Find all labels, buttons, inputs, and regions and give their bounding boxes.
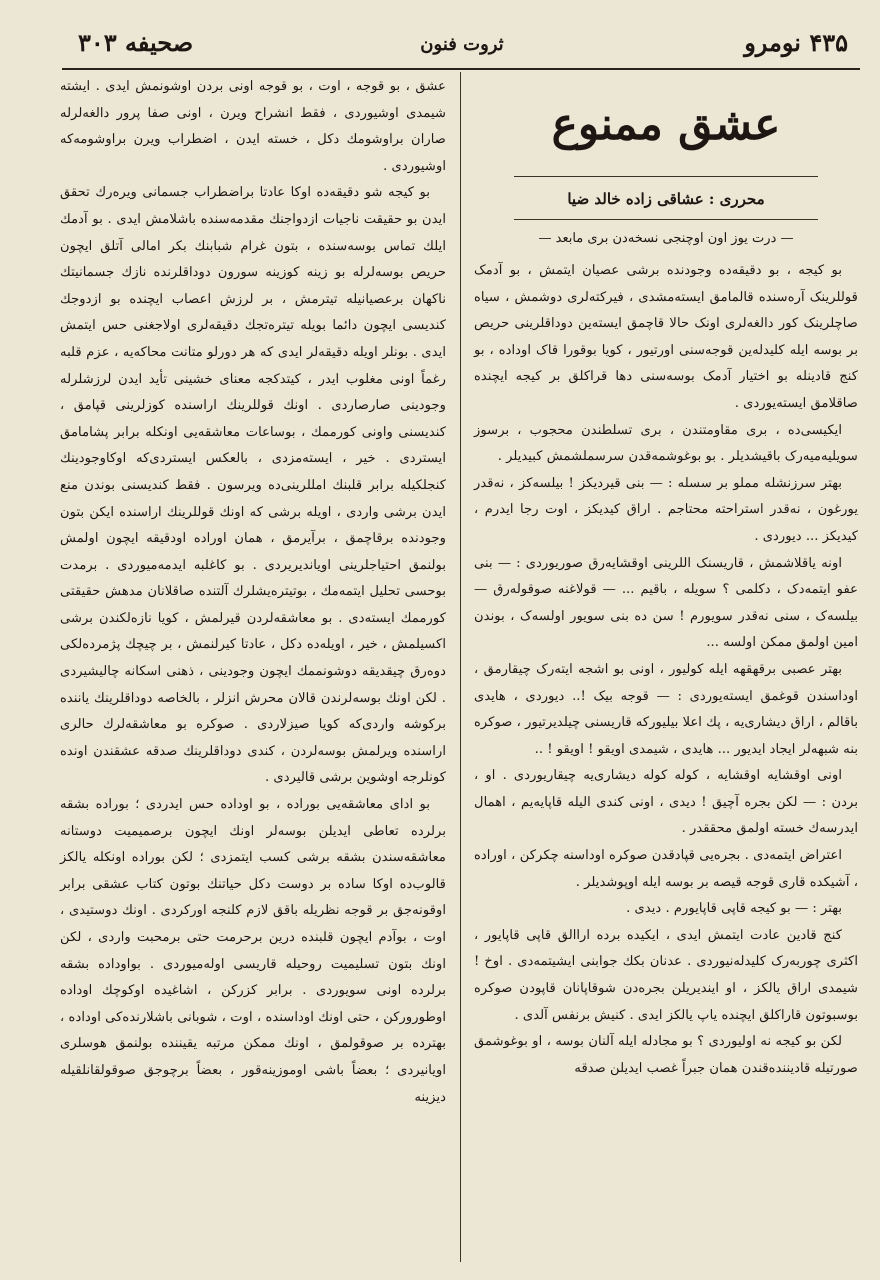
paragraph: کنج قادین عادت ایتمش ایدی ، ایکیده برده اراالق قاپی قاپایور ، اکثری چوربه‌رک کلیدله‌نیوردی . عدنان بکك جوابنی ایشیتمه‌دی . اوخ ! شیمدی اراق یالکز ، او ایندیریلن بجره‌دن شوقاپانان قاپودن صوکره بوسبوتون قاراکلق ایچنده یاپ یالکز ایدی . کنیش برنفس آلدی . (474, 927, 858, 1023)
right-column (474, 80, 858, 1082)
paragraph: لکن بو کیجه نه اولیوردی ؟ بو مجادله ایله آلنان بوسه ، او بوغوشمق صورتیله قادیننده‌قندن همان جبراً غصب ایدیلن صدقه (474, 1034, 858, 1076)
byline-rule (514, 219, 818, 220)
story-subtitle: — درت یوز اون اوچنجی نسخه‌دن بری مابعد — (538, 231, 794, 246)
column-divider (460, 72, 461, 1262)
paragraph: اونه یاقلاشمش ، قاریسنک اللرینی اوقشایه‌رق صوریوردی : — بنی عفو ایتمه‌دک ، دکلمی ؟ سویله ، باقیم ... — قولاغنه صوقوله‌رق — بیلسه‌ک ، سنی نه‌قدر سویورم ! سن ده بنی سویور اولسه‌ک ، بوندن امین اولمق ممکن اولسه ... (474, 555, 858, 651)
paragraph: عشق ، بو قوجه ، اوت ، بو قوجه اونی بردن اوشونمش ایدی . ایشته شیمدی اوشیوردی ، فقط انشراح ویرن ، اونی صفا پرور دالغه‌لرله صاران براوشومك دکل ، خسته ایدن ، اضطراب ویرن براوشومه‌که اوشیوردی . (60, 79, 446, 174)
paragraph: اعتراض ایتمه‌دی . بجره‌یی قپادقدن صوکره اوداسنه چکرکن ، اوراده ، آشیکده قاری قوجه قیصه بر بوسه ایله اوپوشدیلر . (474, 848, 858, 890)
paragraph: بهتر : — بو کیجه قاپی قاپایورم . دیدی . (626, 901, 842, 917)
page-number: صحیفه ۳۰۳ (78, 28, 194, 57)
journal-name: ثروت فنون (420, 34, 504, 55)
title-rule (514, 176, 818, 177)
paragraph: بهتر سرزنشله مملو بر سسله : — بنی قیردیکز ! بیلسه‌کز ، نه‌قدر یورغون ، نه‌قدر استراحته محتاجم . اراق کیدیکز ، اوت رجا ایدرم ، کیدیکز ... دیوردی . (474, 475, 858, 544)
left-column (60, 74, 446, 1111)
paragraph: بو اداى معاشقه‌یی بوراده ، بو اوداده حس ایدردی ؛ بوراده بشقه برلرده تعاطی ایدیلن بوسه‌لر اونك ایچون برصمیمیت دوستانه معاشقه‌سندن بشقه برشی کسب ایتمزدی ؛ لکن بوراده اونکله یالکز قالوب‌ده اوکا ساده بر دوست دکل حیاتنك بوتون کتاب عشقی برابر اوقونه‌جق بر قوجه نظریله باقق لازم کلنجه اورکردی . اونك دوستیدی ، اوت ، بوآدم ایچون قلبنده درین برحرمت حتی برمحبت واردی ، لکن اونك بتون تسلیمیت روحیله قاریسی اوله‌میوردی . بواوداده بشقه برلرده اونی سویوردی . برابر کزرکن ، اشاغیده اوکوچك اوداده اوطورورکن ، حتی اونك اوداسنده ، اوت ، شوبانی باشلارنده‌کی اوداده ، بهترده بر صوقولمق ، اونك ممکن مرتبه یقیننده بولنمق هوسلری اویانیردی ؛ بعضاً باشی اوموزینه‌قور ، بعضاً برچوجق صوقولقانلقیله دیزینه (60, 797, 446, 1105)
page-header (62, 24, 860, 70)
story-byline: محرری : عشاقی زاده خالد ضیا (567, 190, 765, 208)
story-title: عشق ممنوع (551, 99, 781, 150)
paragraph: بو کیجه ، بو دقیقه‌ده وجودنده برشی عصیان ایتمش ، بو آدمک قوللرینک آره‌سنده قالمامق ایسته‌مشدی ، فیرکته‌لری دوشمش ، سیاه صاچلرینک کور دالغه‌لری اونک حالا قاچمق ایسته‌ین دوداقلرینی حریص بر بوسه ایله کلیدله‌ین قوجه‌سنی اورتیور ، کویا بوقورا قاک اوداده ، بو کنج قادینله بو اختیار آدمک بوسه‌سنی دها قراکلق بر کیجه ایچنده صاقلامق ایسته‌یوردی . (474, 263, 858, 411)
paragraph: ایکیسی‌ده ، بری مقاومتندن ، بری تسلطندن محجوب ، برسوز سویلیه‌میه‌رک باقیشدیلر . بو بوغوشمه‌قدن سرسملشمش کبیدیلر . (474, 422, 858, 465)
paragraph: بو کیجه شو دقیقه‌ده اوکا عادتا براضطراب جسمانی ویره‌رك تحقق ایدن بو حقیقت ناجیات ازدواجنك مقدمه‌سنده باشلامش ایدی . بو آدمك ایلك تماس بوسه‌سنده ، بتون غرام شبابنك بکر امالی آتلق ایچون حریص بوسه‌لرله بو زینه کوزینه سورون دوداقلرنده نازك جسمانیتك ناکهان برعصیانیله تیترمش ، بر لرزش اعصاب ایچنده بو ازدوجك کندیسی ایچون دائما بویله تیتره‌تجك دقیقه‌لری اولاجغنی حس ایتمش ایدی . بونلر اویله دقیقه‌لر ایدی که هر دورلو متانت محاکه‌یه ، عزم قلبه رغماً اونی مغلوب ایدر ، کیتدکجه معنای خشینی تأید ایدن لرزشلرله وجودینی صارصاردی . اونك قوللرینك اراسنده کوزلرینی قپامق ، کندیسنی واونی کورممك ، بوساعات معاشقه‌یی اونکله برابر پشامامق ایستردی . خیر ، ایسته‌مزدی ، بالعکس ایستردی‌که اوکاوجودینك کنجلکیله برابر قلبنك امللرینی‌ده ویرسون . فقط کندیسنی بوندن منع ایدن برشی واردی ، اویله برشی که اونك قوللرینك ارا‌سنده ایکن بتون وجودنده برقاچمق ، برآیرمق ، همان اوراده اودقیقه ایچون اولمش بولنمق احتیاجلرینی اویاندیریردی . بو کاغلبه ایدمه‌میوردی . برمدت بوحسی تحلیل ایتمه‌مك ، بوتیتره‌یشلرك آلتنده صاقلانان مدهش حقیقتی کورممك ایسته‌دی . بو معاشقه‌لردن قیرلمش ، کویا نازه‌لکندن برشی اکسیلمش ، خیر ، اویله‌ده دکل ، عادتا کیرلنمش ، بر چیچك پژمرده‌لکی دوه‌رق چیقدیقه دوشونممك ایچون وجودینی ، ذهنی اسکانه چالیشیردی . لکن اونك بوسه‌لرندن قالان محرش انزلر ، بالخاصه دوداقلرینك یاننده برکوشه واردی‌که کویا صیزلاردی . صوکره بو معاشقه‌لرك حالری اراسنده ویرلمش بوسه‌لردن ، کندی دوداقلرینك صدقه عشقندن اونده کونلرجه اوشوین برشی قالیردی . (60, 185, 446, 786)
issue-number: ۴۳۵ نومرو (744, 28, 848, 57)
paragraph: اونی اوقشایه اوقشایه ، کوله کوله دیشاری‌یه چیقاریوردی . او ، بردن : — لکن بجره آچیق ! دیدی ، اونی کندی الیله قاپایه‌یم ، اهمال ایدرسه‌ك خسته اولمق محققدر . (474, 768, 858, 837)
paragraph: بهتر عصبی برقهقهه ایله کولیور ، اونی بو اشجه ایته‌رک چیقارمق ، اوداسندن قوغمق ایسته‌یوردی : — قوجه بیک !.. دیوردی ، هایدی باقالم ، اراق دیشاری‌یه ، پك اعلا بیلیورکه قاریسنی چیلدیرتیور ، صوکره بنه شبهه‌لر ایجاد ایدیور ... هایدی ، شیمدی اویقو ! اویقو ! .. (474, 661, 858, 757)
